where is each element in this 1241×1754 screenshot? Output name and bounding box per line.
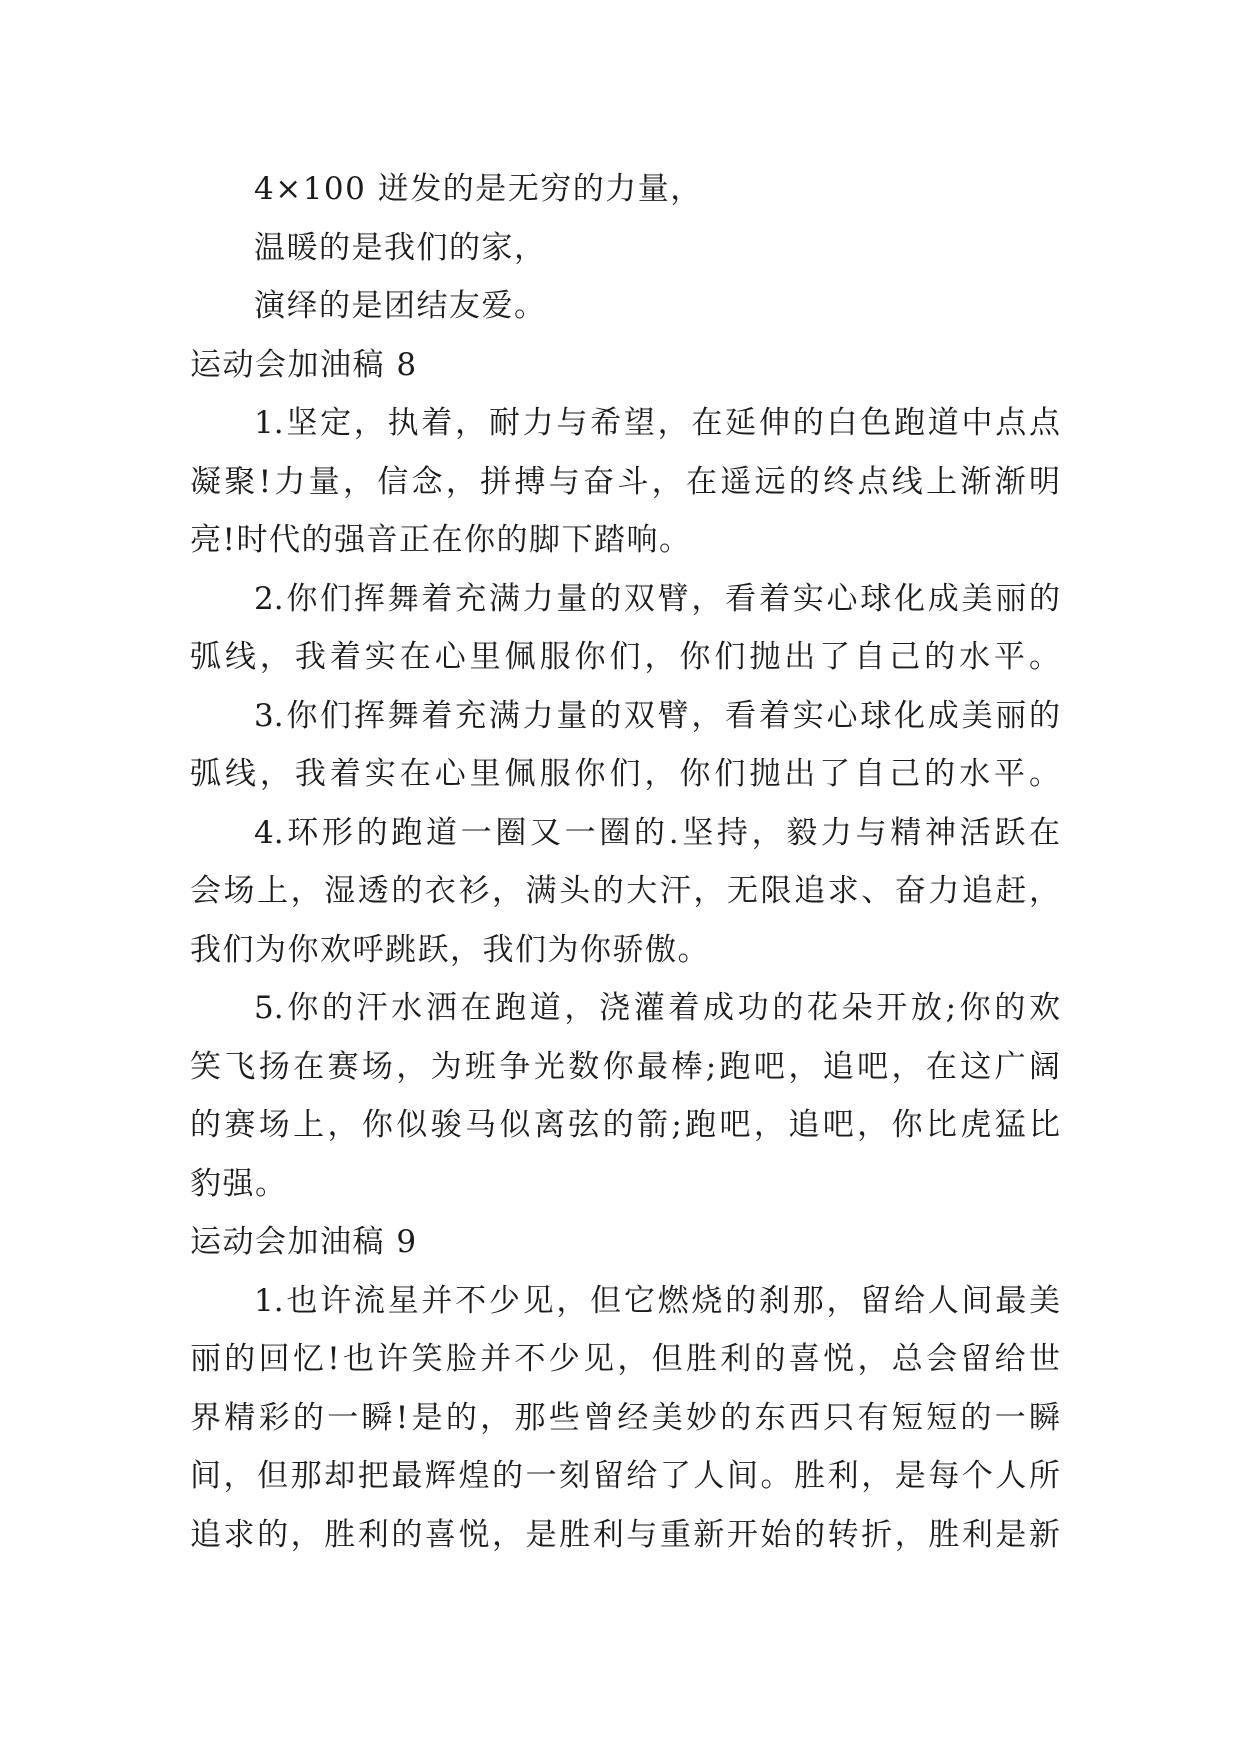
paragraph-line: 丽的回忆!也许笑脸并不少见，但胜利的喜悦，总会留给世	[190, 1341, 1060, 1377]
paragraph-line: 界精彩的一瞬!是的，那些曾经美妙的东西只有短短的一瞬	[190, 1399, 1060, 1436]
paragraph-line: 4.环形的跑道一圈又一圈的.坚持，毅力与精神活跃在	[254, 814, 1060, 851]
paragraph-line: 弧线，我着实在心里佩服你们，你们抛出了自己的水平。	[190, 756, 1060, 792]
paragraph-line: 1.也许流星并不少见，但它燃烧的刹那，留给人间最美	[254, 1282, 1060, 1319]
poem-line: 演绎的是团结友爱。	[254, 288, 547, 324]
paragraph-line: 笑飞扬在赛场，为班争光数你最棒;跑吧，追吧，在这广阔	[190, 1048, 1060, 1085]
section-heading-8: 运动会加油稿 8	[190, 346, 418, 383]
paragraph-line: 我们为你欢呼跳跃，我们为你骄傲。	[190, 931, 710, 968]
paragraph-line: 弧线，我着实在心里佩服你们，你们抛出了自己的水平。	[190, 639, 1060, 675]
paragraph-line: 1.坚定，执着，耐力与希望，在延伸的白色跑道中点点	[254, 405, 1060, 441]
paragraph-line: 豹强。	[190, 1165, 288, 1202]
poem-line: 温暖的是我们的家，	[254, 229, 547, 266]
paragraph-line: 追求的，胜利的喜悦，是胜利与重新开始的转折，胜利是新	[190, 1516, 1060, 1553]
paragraph-line: 间，但那却把最辉煌的一刻留给了人间。胜利，是每个人所	[190, 1458, 1060, 1494]
document-body	[190, 160, 1060, 1564]
paragraph-line: 凝聚!力量，信念，拼搏与奋斗，在遥远的终点线上渐渐明	[190, 463, 1060, 500]
paragraph-line: 亮!时代的强音正在你的脚下踏响。	[190, 522, 692, 558]
paragraph-line: 的赛场上，你似骏马似离弦的箭;跑吧，追吧，你比虎猛比	[190, 1107, 1060, 1143]
paragraph-line: 2.你们挥舞着充满力量的双臂，看着实心球化成美丽的	[254, 580, 1060, 617]
paragraph-line: 会场上，湿透的衣衫，满头的大汗，无限追求、奋力追赶，	[190, 873, 1060, 909]
paragraph-line: 5.你的汗水洒在跑道，浇灌着成功的花朵开放;你的欢	[254, 990, 1060, 1026]
section-heading-9: 运动会加油稿 9	[190, 1224, 418, 1260]
poem-line: 4×100 迸发的是无穷的力量，	[254, 171, 703, 207]
paragraph-line: 3.你们挥舞着充满力量的双臂，看着实心球化成美丽的	[254, 697, 1060, 734]
